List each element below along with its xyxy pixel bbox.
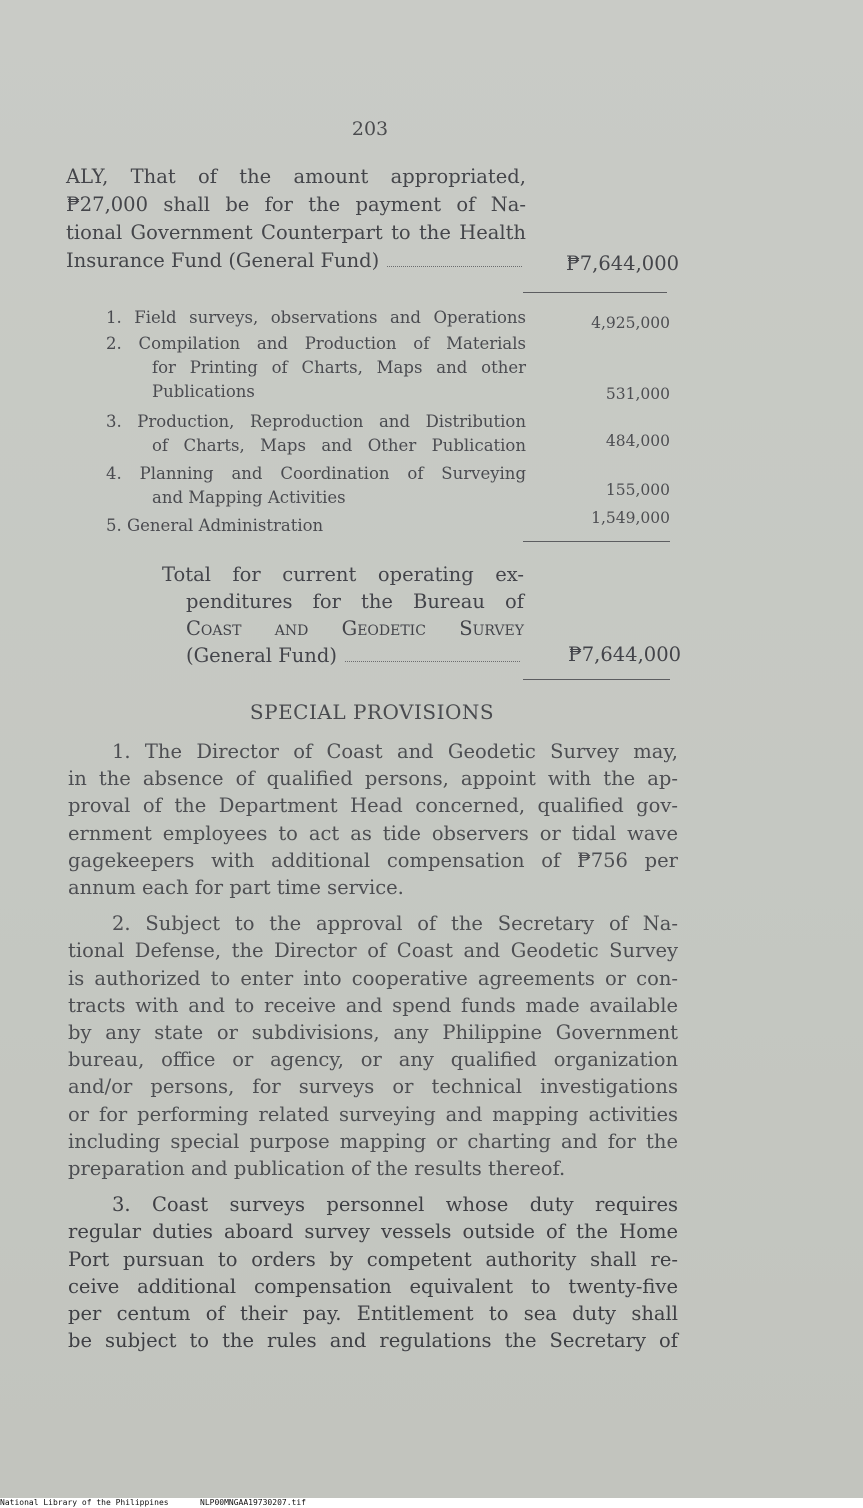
item-line-leader <box>106 514 526 538</box>
footer-filename: NLP00MNGAA19730207.tif <box>200 1498 306 1507</box>
dot-leader <box>387 266 522 267</box>
total-line: Total for current operating ex- <box>162 563 524 586</box>
provision-line: by any state or subdivisions, any Philippine Government <box>68 1021 678 1045</box>
appropriation-items <box>106 306 526 538</box>
special-provisions-body <box>68 738 678 1363</box>
provision-paragraph <box>68 910 678 1182</box>
item-amount: 155,000 <box>605 481 670 499</box>
item-line: for Printing of Charts, Maps and other <box>152 358 526 377</box>
appropriation-item <box>106 514 526 538</box>
amount-rule <box>523 292 667 293</box>
item-line: 5. General Administration <box>106 516 324 535</box>
item-line-leader <box>106 486 526 510</box>
provision-line: ernment employees to act as tide observers or tidal wave <box>68 821 678 845</box>
item-line: Publications <box>152 382 255 401</box>
appropriation-item <box>106 306 526 330</box>
provision-line: bureau, office or agency, or any qualified organization <box>68 1048 678 1072</box>
provision-line: Port pursuan to orders by competent authority shall re- <box>68 1247 678 1271</box>
provision-line: preparation and publication of the results thereof. <box>68 1157 566 1181</box>
provision-line: 3. Coast surveys personnel whose duty requires <box>112 1193 678 1217</box>
provision-line: ceive additional compensation equivalent to twenty-five <box>68 1274 678 1298</box>
provision-line: and/or persons, for surveys or technical investigations <box>68 1075 678 1099</box>
appropriation-item <box>106 410 526 458</box>
total-line-leader <box>162 642 524 669</box>
provision-line: is authorized to enter into cooperative agreements or con- <box>68 966 678 990</box>
item-amount: 484,000 <box>605 432 670 450</box>
provision-line: 2. Subject to the approval of the Secretary of Na- <box>112 912 678 936</box>
item-amount: 531,000 <box>605 385 670 403</box>
provision-line: including special purpose mapping or charting and for the <box>68 1129 678 1153</box>
page-number: 203 <box>351 118 389 140</box>
total-rule <box>523 679 670 680</box>
provision-paragraph <box>68 738 678 901</box>
provision-line: or for performing related surveying and mapping activities <box>68 1102 678 1126</box>
appropriation-item <box>106 332 526 404</box>
provision-line: annum each for part time service. <box>68 876 404 900</box>
total-amount: ₱7,644,000 <box>568 643 682 666</box>
provision-line: tracts with and to receive and spend funds made available <box>68 993 678 1017</box>
intro-amount: ₱7,644,000 <box>566 252 680 275</box>
provision-line: proval of the Department Head concerned, qualified gov- <box>68 794 678 818</box>
intro-line-leader <box>66 247 526 275</box>
provision-line: be subject to the rules and regulations the Secretary of <box>68 1329 678 1353</box>
subtotal-rule <box>523 541 670 542</box>
total-block <box>162 561 524 669</box>
section-heading: SPECIAL PROVISIONS <box>249 700 495 724</box>
intro-line: tional Government Counterpart to the Health <box>66 221 526 244</box>
footer-library: National Library of the Philippines <box>0 1498 169 1507</box>
item-line: 4. Planning and Coordination of Surveying <box>106 464 526 483</box>
provision-line: 1. The Director of Coast and Geodetic Survey may, <box>112 740 678 763</box>
total-line: Coast and Geodetic Survey <box>186 617 524 640</box>
dot-leader <box>345 661 520 662</box>
total-line: (General Fund) <box>186 644 337 667</box>
scan-footer <box>0 1498 863 1508</box>
provision-paragraph <box>68 1191 678 1354</box>
provision-line: gagekeepers with additional compensation of ₱756 per <box>68 848 678 872</box>
total-line: penditures for the Bureau of <box>186 590 524 613</box>
item-line: 1. Field surveys, observations and Operations <box>106 308 526 327</box>
item-amount: 4,925,000 <box>591 314 670 332</box>
item-line: of Charts, Maps and Other Publication <box>152 436 526 455</box>
item-line: and Mapping Activities <box>152 488 346 507</box>
intro-paragraph <box>66 163 526 275</box>
item-line-leader <box>106 380 526 404</box>
item-line: 2. Compilation and Production of Materials <box>106 334 526 353</box>
provision-line: tional Defense, the Director of Coast and Geodetic Survey <box>68 939 678 963</box>
appropriation-item <box>106 462 526 510</box>
intro-line: ALY, That of the amount appropriated, <box>66 165 526 188</box>
item-line: 3. Production, Reproduction and Distribution <box>106 412 526 431</box>
intro-line: Insurance Fund (General Fund) <box>66 249 380 272</box>
item-amount: 1,549,000 <box>591 509 670 527</box>
provision-line: regular duties aboard survey vessels outside of the Home <box>68 1220 678 1244</box>
provision-line: in the absence of qualified persons, appoint with the ap- <box>68 767 678 791</box>
intro-line: ₱27,000 shall be for the payment of Na- <box>66 193 526 216</box>
provision-line: per centum of their pay. Entitlement to sea duty shall <box>68 1302 678 1326</box>
